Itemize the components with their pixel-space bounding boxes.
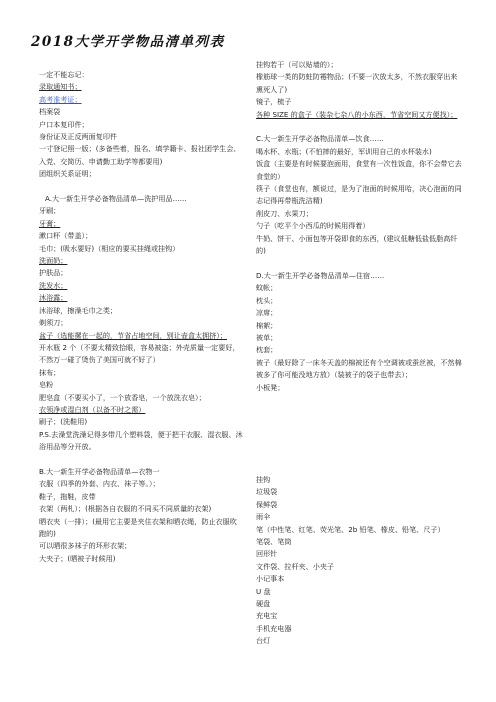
list-line: 晒衣夹（一排）；(最用它主要是夹住衣架和晒衣绳，防止衣服吹跑的) [39, 516, 237, 538]
list-line: 剃须刀； [39, 318, 68, 328]
list-line: 皂粉 [39, 380, 54, 390]
list-line: 洗发水； [39, 280, 68, 290]
section-heading-c: C.大一新生开学必备物品清单—饮食…… [256, 134, 384, 144]
list-line: 鞋子，拖鞋，皮带 [39, 491, 96, 501]
list-line: 镜子，梳子 [256, 97, 292, 107]
section-heading-a: A.大一新生开学必备物品清单—洗护用品…… [45, 194, 187, 204]
list-line: 牙膏； [39, 218, 61, 228]
list-line: 枕头； [256, 295, 278, 305]
right-column-lower [256, 474, 462, 648]
list-line: 肥皂盒（不要买小了，一个放香皂，一个放洗衣皂）； [39, 392, 206, 402]
list-line: 充电宝 [256, 611, 278, 621]
list-line: 硬盘 [256, 599, 271, 609]
list-line: 笔（中性笔、红笔、荧光笔、2b 铅笔、橡皮、铅笔、尺子） [256, 524, 445, 534]
list-line: 台灯 [256, 636, 271, 646]
list-line: 漱口杯（带盖）； [39, 231, 93, 241]
list-line: 毛巾；(吸水要好)（相应的要买挂绳或挂钩） [39, 243, 180, 253]
list-line: 小记事本 [256, 574, 285, 584]
list-line: 一寸登记照一版；(多备些着，报名、填学籍卡、报社团学生会、入党、交简历、申请勤工助学等都要用) [39, 144, 241, 166]
list-line: 团组织关系证明； [39, 169, 96, 179]
list-line: 衣架（两札）；(根据各自衣服的不同买不同质量的衣架) [39, 504, 212, 514]
list-line: 棉絮； [256, 320, 278, 330]
link-line[interactable]: 高考准考证； [39, 94, 82, 104]
list-line: 枕套； [256, 345, 278, 355]
left-column [39, 69, 243, 565]
list-line: 大夹子；(晒被子时候用) [39, 553, 116, 563]
list-line: 勺子（吃平个小西瓜的时候用得着） [256, 221, 370, 231]
list-line: 挂钩若干（可以贴墙的）； [256, 60, 338, 69]
list-line: 笔袋、笔筒 [256, 537, 292, 547]
list-line: 被单； [256, 332, 278, 342]
list-line: 蚊帐； [256, 283, 278, 293]
list-line: 开水瓶 2 个（不要太精致拾眼，容易被盗；外壳质量一定要好，不然万一碰了烫伤了美国可就不好了） [39, 342, 240, 365]
list-line: 小板凳； [256, 382, 285, 392]
section-heading-d: D.大一新生开学必备物品清单—住宿…… [256, 270, 385, 280]
page-title: 2018大学开学物品清单列表 [31, 34, 225, 50]
list-line: 档案袋 [39, 107, 61, 117]
list-line: 牙刷； [39, 206, 61, 216]
spacer [39, 454, 243, 466]
list-line: 雨伞 [256, 512, 271, 522]
list-line: 垃圾袋 [256, 487, 278, 497]
list-line: 录取通知书； [39, 82, 82, 92]
list-line: 护肤品； [39, 268, 68, 278]
spacer [39, 181, 243, 193]
spacer [256, 257, 462, 269]
section-heading-b: B.大一新生开学必备物品清单—衣物一 [39, 466, 160, 476]
list-line: 喝水杯、水瓶；(不怕摔的最好，军训用自己的水杯装水) [256, 146, 432, 156]
list-line: 沐浴露； [39, 293, 68, 303]
list-line: 削皮刀、水果刀； [256, 208, 313, 218]
list-line: 凉席； [256, 308, 278, 318]
list-line: 牛奶、饼干、小面包等开袋即食的东西，(建议低糖低盐低脂高纤的) [256, 233, 458, 256]
list-line: 身份证及正反两面复印件 [39, 132, 118, 142]
list-line: 衣服（四季的外套、内衣、袜子等。）； [39, 479, 160, 489]
list-line: 保鲜袋 [256, 499, 278, 509]
list-line: 户口本复印件； [39, 119, 89, 129]
list-line: 衣领净或湿白剂（以备不时之需） [39, 404, 146, 414]
list-line: 橡筋球一类的防蛀防霉物品；(不要一次放太多，不然衣服穿出来熏死人了) [256, 72, 458, 94]
list-line: 抹布； [39, 367, 61, 377]
list-line: 被子（最好除了一床冬天盖的棉被还有个空调被或蚕丝被，不然棉被多了你可能没地方放）（装被子的袋子也带去）； [256, 357, 462, 380]
list-line: 饭盒（主要是有时候要泡面用，食堂有一次性饭盒，你不会带它去食堂的） [256, 159, 462, 181]
list-line: 各种 SIZE 的盒子（装杂七杂八的小东西，节省空间又方便找）； [256, 109, 458, 119]
list-line: 手机充电器 [256, 623, 292, 633]
list-line: 洗面奶； [39, 256, 68, 266]
right-column [256, 59, 462, 394]
spacer [256, 121, 462, 133]
list-line: 沐浴球，擦澡毛巾之类； [39, 305, 118, 315]
list-line: 刷子；(洗鞋用) [39, 417, 88, 427]
list-line: 文件袋、拉杆夹、小夹子 [256, 561, 335, 571]
list-line: 可以晒很多袜子的环形衣架； [39, 541, 132, 551]
list-line: U 盘 [256, 586, 271, 596]
list-line: 筷子（食堂也有，额说过，是为了泡面的时候用哈，决心泡面的同志记得再带瓶洗洁精) [256, 184, 462, 206]
list-line: 一定不能忘记： [39, 70, 89, 79]
list-line: 盆子（选能摞在一起的，节省占地空间，别让壶盒太拥挤）； [39, 330, 227, 340]
list-line: P.S.去澡堂洗澡记得多带几个塑料袋，便于把干衣服、湿衣服、沐浴用品等分开放。 [39, 429, 243, 452]
list-line: 回形针 [256, 549, 278, 559]
list-line: 挂钩 [256, 475, 271, 484]
